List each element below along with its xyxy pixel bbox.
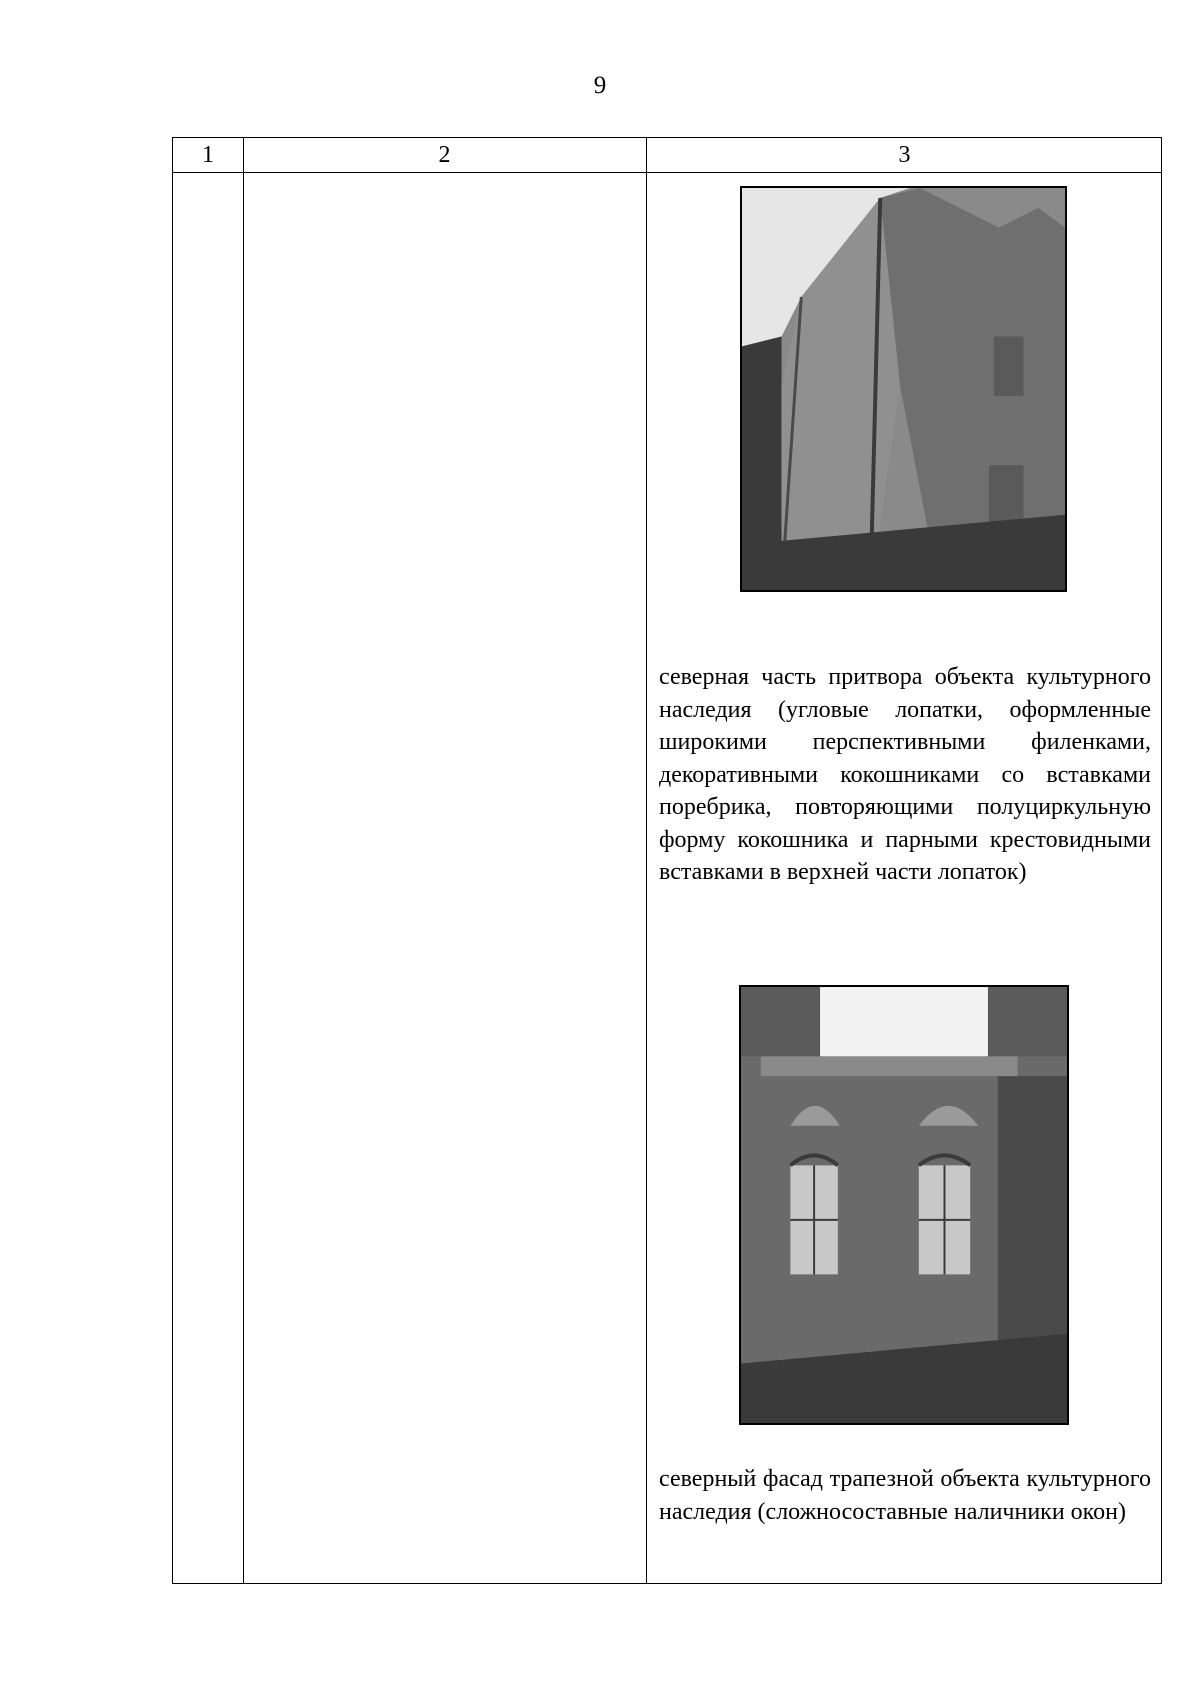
column-divider <box>243 138 244 1583</box>
page-number: 9 <box>593 72 607 99</box>
column-header-3: 3 <box>898 142 911 168</box>
column-header-2: 2 <box>438 142 451 168</box>
column-divider <box>646 138 647 1583</box>
photo-caption: северный фасад трапезной объекта культурного наследия (сложносоставные наличники окон) <box>659 1466 1151 1525</box>
church-porch-photo <box>740 186 1067 592</box>
header-divider <box>173 172 1161 173</box>
column-header-1: 1 <box>202 142 214 168</box>
refectory-facade-photo <box>739 985 1069 1425</box>
heritage-table <box>172 137 1162 1584</box>
photo-caption: северная часть притвора объекта культурного наследия (угловые лопатки, оформленные широкими перспективными филенками, декоративными кокошниками со вставками поребрика, повторяющими полуциркульную форму кокошника и парными крестовидными вставками в верхней части лопаток) <box>659 664 1151 885</box>
